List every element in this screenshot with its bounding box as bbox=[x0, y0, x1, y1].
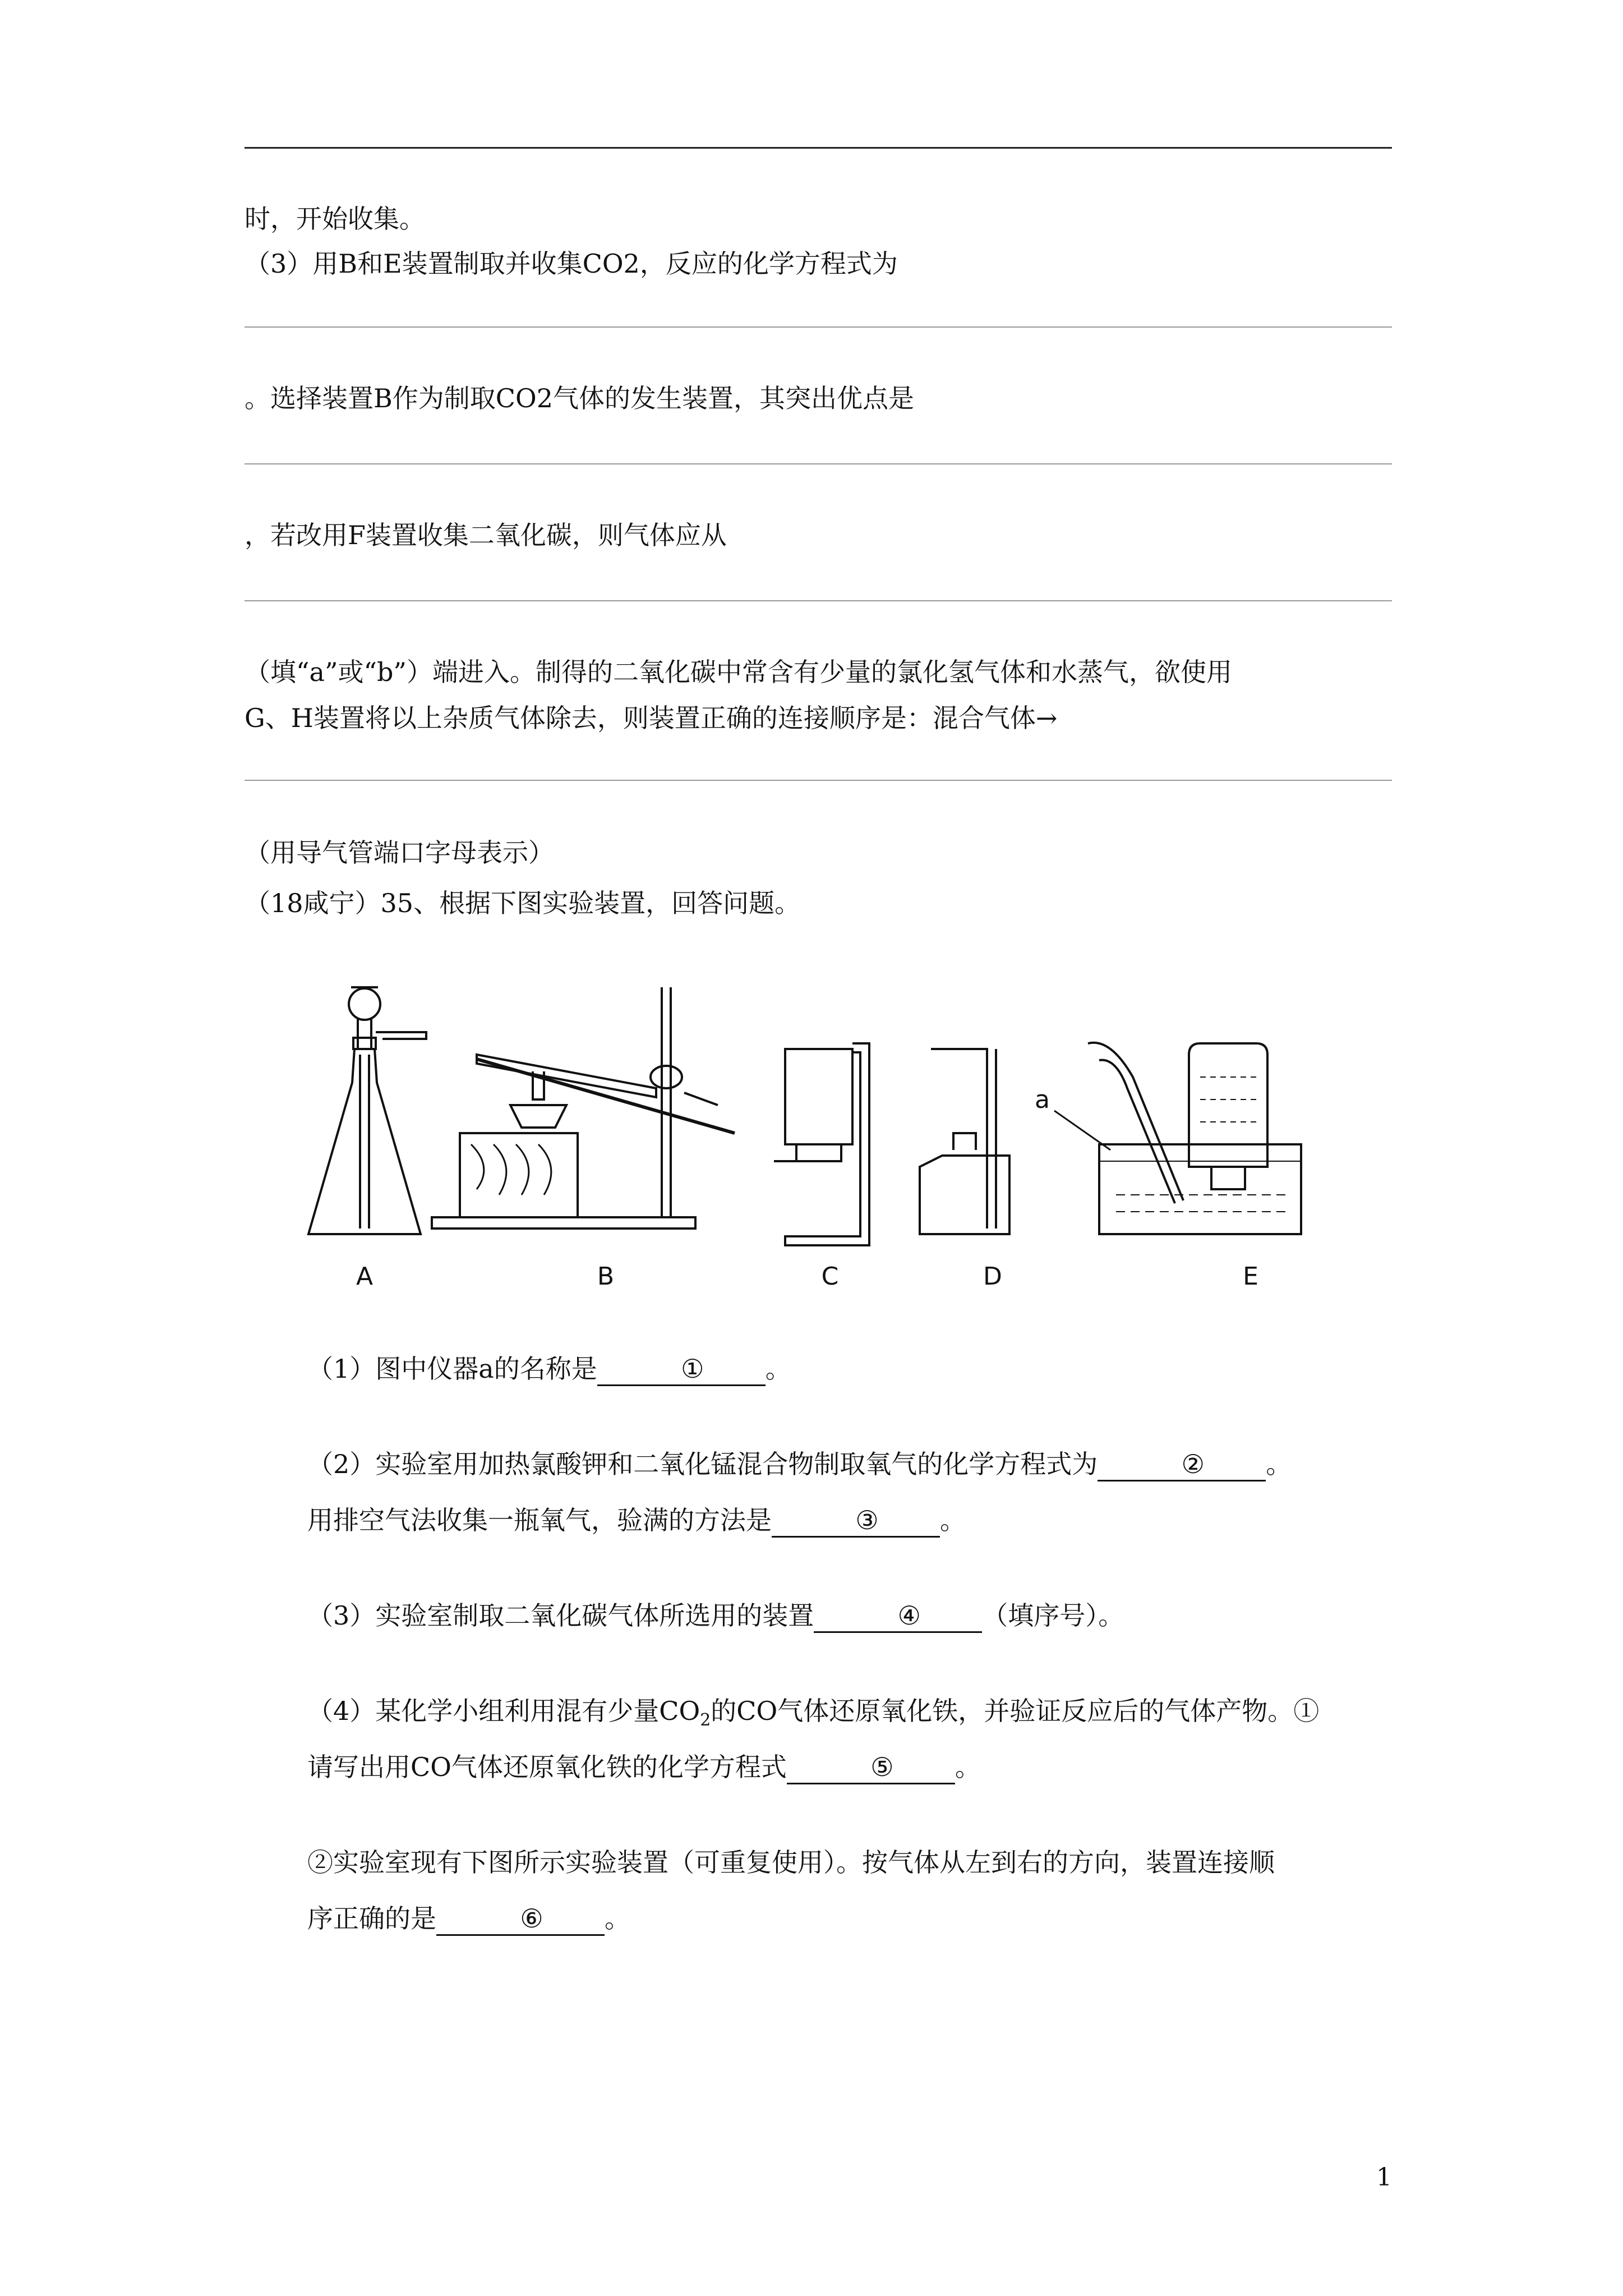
answer-blank-5[interactable]: ⑤ bbox=[787, 1751, 955, 1784]
apparatus-figure bbox=[292, 965, 1357, 1301]
header-rule bbox=[245, 147, 1392, 149]
text-line-2: （3）用B和E装置制取并收集CO2，反应的化学方程式为 bbox=[245, 249, 898, 279]
label-B: B bbox=[597, 1262, 615, 1291]
apparatus-e-icon bbox=[1054, 1043, 1301, 1234]
text-line-6: G、H装置将以上杂质气体除去，则装置正确的连接顺序是：混合气体→ bbox=[245, 703, 1058, 733]
question-5: ②实验室现有下图所示实验装置（可重复使用）。按气体从左到右的方向，装置连接顺 bbox=[307, 1847, 1275, 1878]
label-C: C bbox=[821, 1262, 839, 1291]
question-1: （1）图中仪器a的名称是 ① 。 bbox=[307, 1352, 791, 1386]
answer-line-4 bbox=[245, 780, 1392, 781]
apparatus-c-icon bbox=[774, 1043, 869, 1245]
question-header: （18咸宁）35、根据下图实验装置，回答问题。 bbox=[245, 888, 801, 918]
answer-blank-1[interactable]: ① bbox=[597, 1353, 766, 1386]
answer-line-2 bbox=[245, 463, 1392, 464]
question-2-continued: 用排空气法收集一瓶氧气，验满的方法是 ③ 。 bbox=[307, 1503, 966, 1538]
apparatus-d-icon bbox=[920, 1049, 1009, 1234]
question-3: （3）实验室制取二氧化碳气体所选用的装置 ④ （填序号）。 bbox=[307, 1599, 1124, 1633]
answer-blank-2[interactable]: ② bbox=[1098, 1448, 1266, 1481]
label-a: a bbox=[1035, 1085, 1050, 1114]
apparatus-a-icon bbox=[308, 987, 426, 1234]
text-line-3: 。选择装置B作为制取CO2气体的发生装置，其突出优点是 bbox=[245, 383, 914, 413]
label-E: E bbox=[1243, 1262, 1258, 1291]
apparatus-b-icon bbox=[432, 987, 735, 1228]
question-4-continued: 请写出用CO气体还原氧化铁的化学方程式 ⑤ 。 bbox=[307, 1750, 981, 1784]
question-2: （2）实验室用加热氯酸钾和二氧化锰混合物制取氧气的化学方程式为 ② 。 bbox=[307, 1447, 1292, 1481]
text-line-7: （用导气管端口字母表示） bbox=[245, 838, 554, 868]
label-D: D bbox=[983, 1262, 1002, 1291]
answer-blank-6[interactable]: ⑥ bbox=[436, 1903, 605, 1936]
question-5-continued: 序正确的是 ⑥ 。 bbox=[307, 1902, 630, 1936]
page-number: 1 bbox=[1376, 2163, 1392, 2192]
answer-line-1 bbox=[245, 326, 1392, 328]
text-line-1: 时，开始收集。 bbox=[245, 204, 425, 234]
text-line-4: ，若改用F装置收集二氧化碳，则气体应从 bbox=[245, 520, 727, 550]
answer-line-3 bbox=[245, 600, 1392, 601]
answer-blank-3[interactable]: ③ bbox=[772, 1504, 940, 1538]
question-4: （4）某化学小组利用混有少量$CO_2$的CO气体还原氧化铁，并验证反应后的气体产物。① bbox=[307, 1696, 1320, 1731]
answer-blank-4[interactable]: ④ bbox=[814, 1600, 982, 1633]
text-line-5: （填“a”或“b”）端进入。制得的二氧化碳中常含有少量的氯化氢气体和水蒸气，欲使用 bbox=[245, 657, 1232, 687]
label-A: A bbox=[356, 1262, 374, 1291]
